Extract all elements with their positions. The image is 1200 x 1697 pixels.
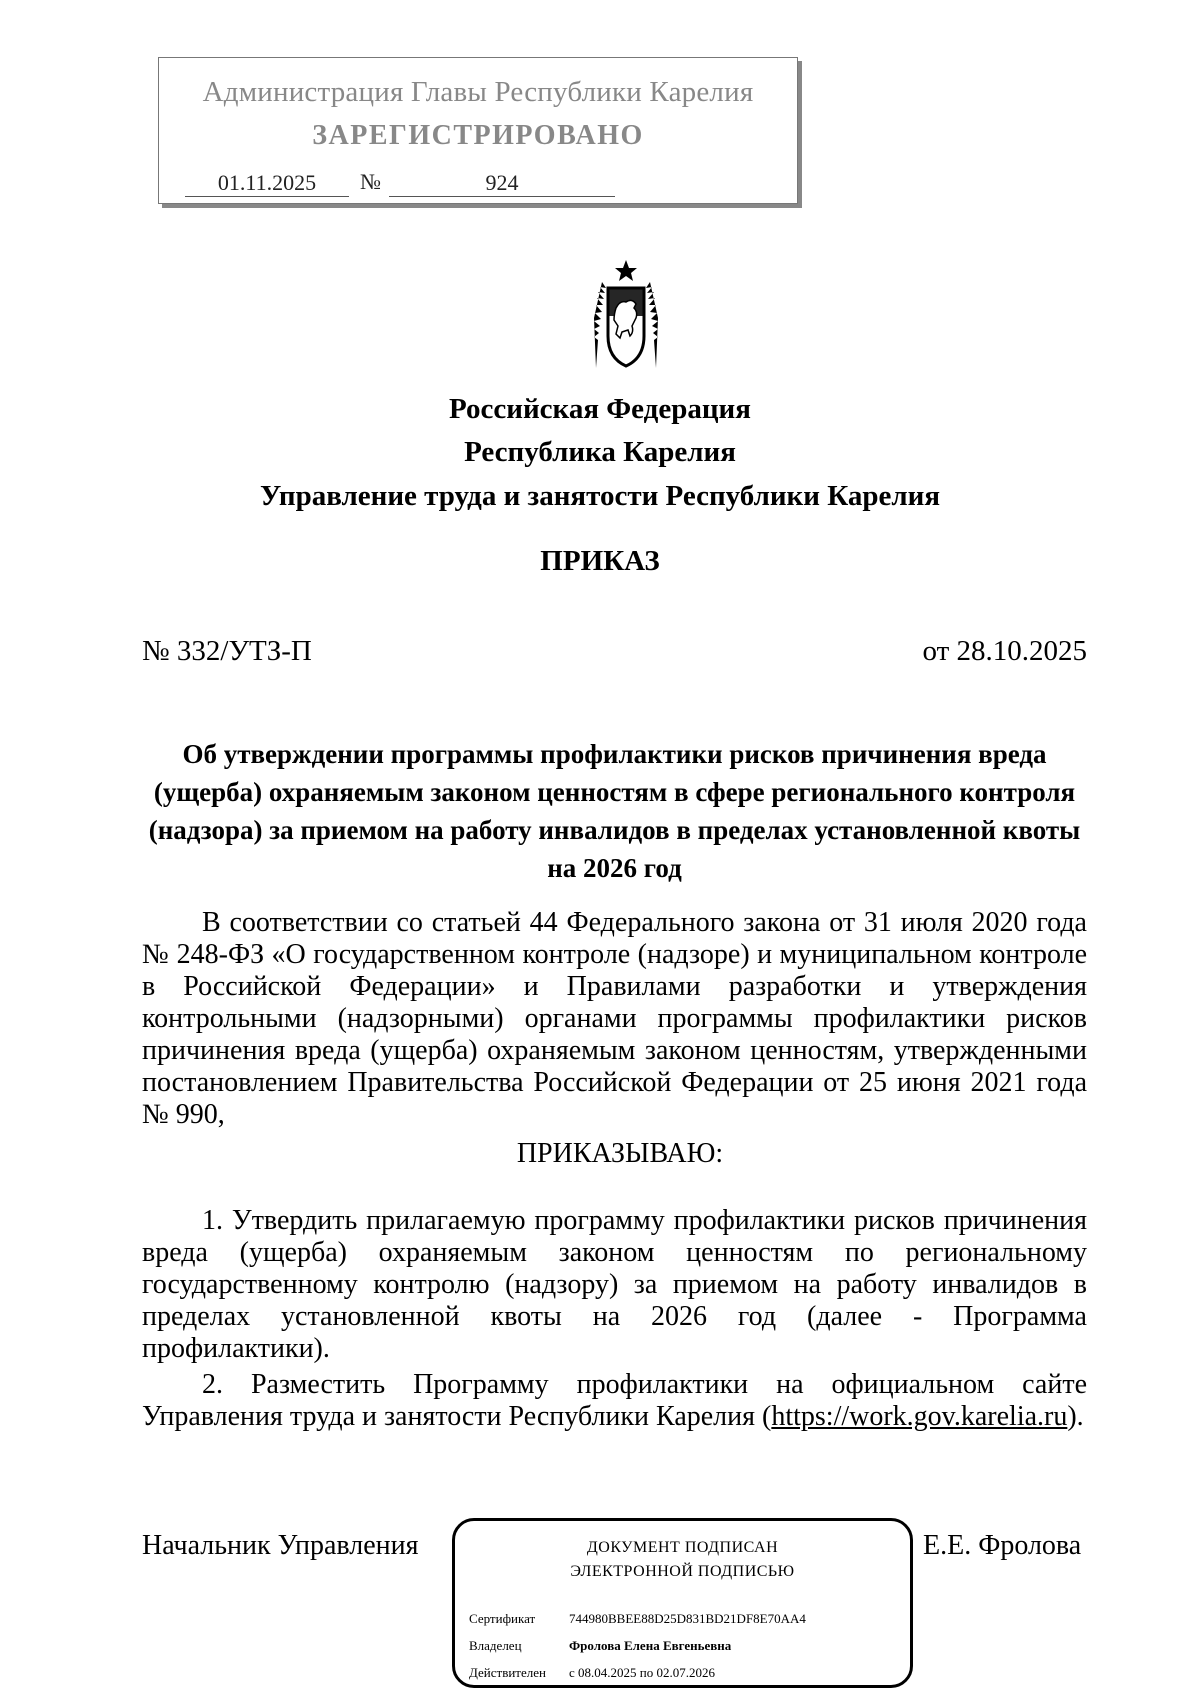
order-item-1-text: 1. Утвердить прилагаемую программу профилактики рисков причинения вреда (ущерба) охраняемым законом ценностям по региональному государственному контролю (надзору) за приемом на работу инвалидов в пределах установленной квоты на 2026 год (далее - Программа профилактики). — [142, 1205, 1087, 1364]
esig-owner-value: Фролова Елена Евгеньевна — [569, 1638, 732, 1653]
esig-validity-row — [469, 1665, 715, 1681]
stamp-date: 01.11.2025 — [185, 170, 349, 197]
document-type: ПРИКАЗ — [540, 545, 660, 577]
stamp-status: ЗАРЕГИСТРИРОВАНО — [312, 120, 644, 151]
preamble-text: В соответствии со статьей 44 Федерального закона от 31 июля 2020 года № 248-ФЗ «О государственном контроле (надзоре) и муниципальном контроле в Российской Федерации» и Правилами разработки и утверждения контрольными (надзорными) органами программы профилактики рисков причинения вреда (ущерба) охраняемым законом ценностям, утвержденными постановлением Правительства Российской Федерации от 25 июня 2021 года № 990, — [142, 907, 1087, 1130]
header-country: Российская Федерация — [449, 393, 751, 425]
order-item-2-text — [142, 1369, 1087, 1433]
esig-owner-label: Владелец — [469, 1638, 522, 1653]
esig-certificate-row — [469, 1611, 806, 1627]
esig-validity-label: Действителен — [469, 1665, 546, 1680]
stamp-organization: Администрация Главы Республики Карелия — [202, 76, 754, 108]
order-item-2-body: 2. Разместить Программу профилактики на официальном сайте Управления труда и занятости Республики Карелия ( — [142, 1369, 1087, 1432]
esig-line1: ДОКУМЕНТ ПОДПИСАН — [586, 1539, 779, 1556]
order-item-2 — [142, 1369, 1087, 1433]
preamble-paragraph — [142, 907, 1087, 1131]
registration-stamp — [158, 57, 798, 204]
esig-validity-value: с 08.04.2025 по 02.07.2026 — [569, 1665, 715, 1680]
electronic-signature-stamp — [452, 1518, 913, 1688]
order-word: ПРИКАЗЫВАЮ: — [516, 1138, 724, 1169]
esig-certificate-value: 744980BBEE88D25D831BD21DF8E70AA4 — [569, 1611, 806, 1626]
karelia-coat-of-arms-icon — [580, 258, 672, 372]
signer-name: Е.Е. Фролова — [923, 1530, 1082, 1561]
document-title: Об утверждении программы профилактики рисков причинения вреда (ущерба) охраняемым законом ценностям в сфере регионального контроля (надзора) за приемом на работу инвалидов в пределах установленной квоты на 2026 год — [148, 739, 1081, 883]
document-date: от 28.10.2025 — [922, 635, 1087, 667]
esig-certificate-label: Сертификат — [469, 1611, 536, 1626]
order-item-2-end: ). — [1067, 1401, 1084, 1432]
document-number: № 332/УТЗ-П — [142, 635, 312, 667]
order-item-1 — [142, 1205, 1087, 1365]
agency-website-link[interactable]: https://work.gov.karelia.ru — [771, 1401, 1068, 1432]
esig-line2: ЭЛЕКТРОННОЙ ПОДПИСЬЮ — [570, 1563, 795, 1580]
header-agency: Управление труда и занятости Республики Карелия — [259, 480, 941, 512]
esig-owner-row — [469, 1638, 731, 1654]
stamp-number: 924 — [389, 170, 615, 197]
signer-position: Начальник Управления — [142, 1530, 419, 1561]
stamp-number-label: № — [360, 169, 381, 194]
header-region: Республика Карелия — [464, 436, 736, 468]
